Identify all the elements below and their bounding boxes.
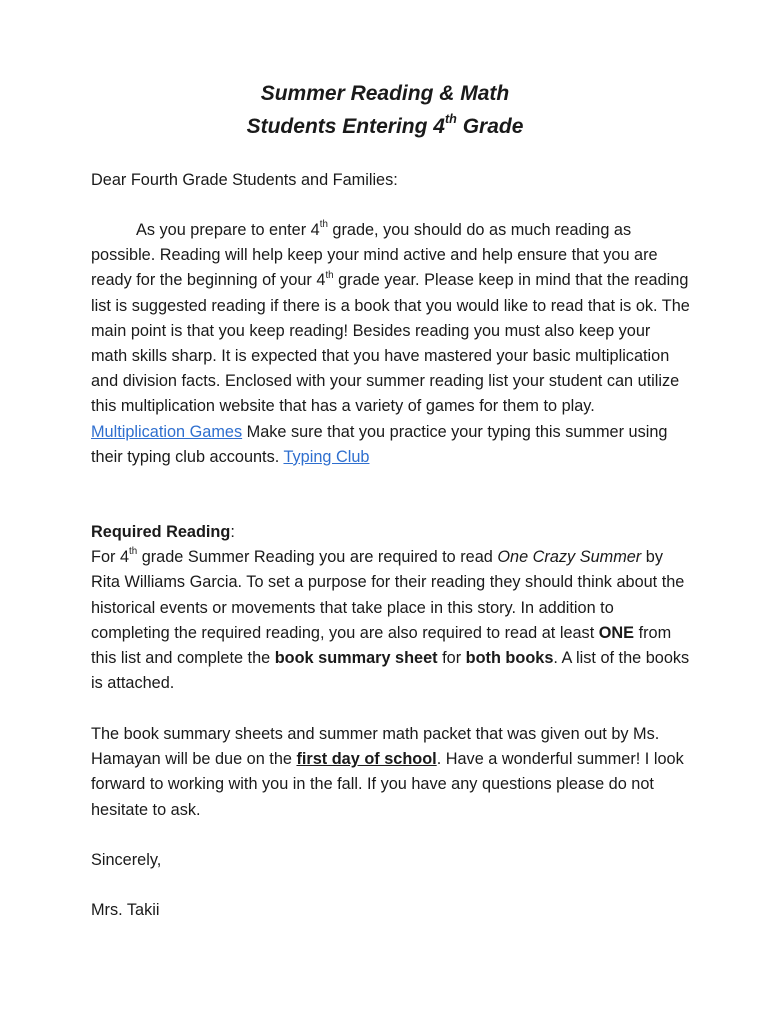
para2-bold-summary-sheet: book summary sheet [274, 649, 438, 668]
para1-superscript1: th [319, 219, 328, 231]
para3-text2: . Have a wonderful summer! I look forward to working with you in the fall. If you have any questions please do not hesitate to ask. [91, 750, 684, 819]
para2-text1: For 4 [91, 548, 130, 567]
para3-text1: The book summary sheets and summer math packet that was given out by Ms. Hamayan will be due on the [91, 725, 660, 769]
para2-text4: from this list and complete the [91, 623, 672, 668]
first-day-of-school: first day of school [296, 750, 437, 769]
required-reading-colon: : [230, 523, 235, 541]
subtitle-suffix: Grade [456, 115, 524, 138]
para2-text2: grade Summer Reading you are required to read [137, 548, 498, 567]
para2-bold-one: ONE [598, 623, 635, 642]
para2-text6: . A list of the books is attached. [91, 649, 690, 693]
closing: Sincerely, [91, 851, 162, 869]
para2-superscript: th [129, 546, 138, 558]
document-title [0, 79, 770, 109]
document-subtitle [0, 112, 770, 142]
title-line1: Summer Reading & Math [260, 82, 510, 105]
signature-name: Mrs. Takii [91, 901, 160, 919]
due-date-paragraph [91, 722, 691, 823]
greeting: Dear Fourth Grade Students and Families: [91, 171, 398, 189]
para1-text4: Make sure that you practice your typing this summer using their typing club accounts. [91, 422, 668, 466]
required-reading-paragraph [91, 520, 691, 696]
para2-text5: for [437, 649, 466, 668]
para1-text2: grade, you should do as much reading as possible. Reading will help keep your mind active and help ensure that you are ready for the beginning of your 4 [91, 221, 658, 290]
intro-paragraph [91, 218, 691, 470]
multiplication-games-link[interactable]: Multiplication Games [91, 422, 243, 441]
typing-club-link[interactable]: Typing Club [283, 447, 370, 466]
para1-text1: As you prepare to enter 4 [136, 221, 320, 239]
para1-superscript2: th [325, 269, 334, 281]
para2-text3: by Rita Williams Garcia. To set a purpose for their reading they should think about the historical events or movements that take place in this story. In addition to completing the required reading, you are also required to read at least [91, 548, 685, 642]
para2-bold-both-books: both books [465, 649, 554, 668]
subtitle-prefix: Students Entering 4 [246, 115, 445, 138]
para1-text3: grade year. Please keep in mind that the reading list is suggested reading if there is a book that you would like to read that is ok. The main point is that you keep reading! Besides reading you must also keep your math skills sharp. It is expected that you have mastered your basic multiplication and division facts. Enclosed with your summer reading list your student can utilize this multiplication website that has a variety of games for them to play. [91, 271, 690, 416]
required-reading-heading: Required Reading [91, 523, 231, 541]
book-title: One Crazy Summer [497, 548, 642, 567]
subtitle-superscript: th [444, 112, 457, 127]
